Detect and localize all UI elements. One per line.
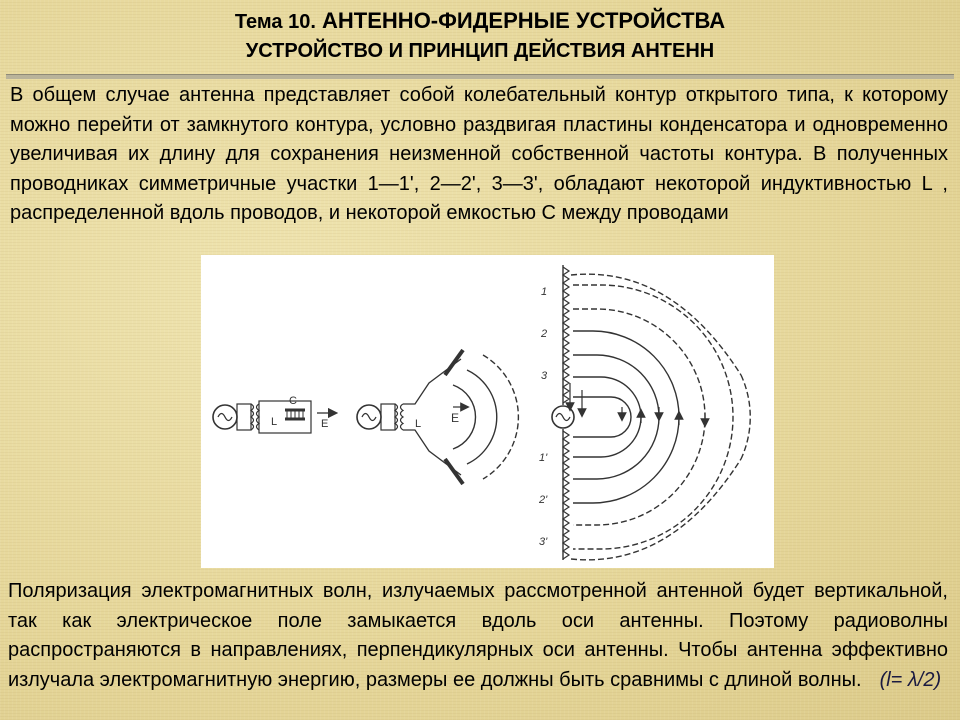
- closed-circuit: [213, 395, 333, 433]
- upper-coil-icon: [563, 267, 569, 403]
- label-n1: 1: [541, 286, 548, 298]
- label-C: C: [289, 395, 297, 407]
- wavelength-formula: (l= λ/2): [879, 668, 942, 691]
- label-E2: E: [451, 411, 460, 425]
- slide-header: [0, 0, 960, 74]
- antenna-diagram: [201, 255, 774, 568]
- antenna-diagram-svg: [201, 255, 774, 568]
- title-prefix: Тема 10.: [234, 11, 316, 33]
- label-n1p: 1': [539, 452, 548, 464]
- label-E1: E: [321, 418, 329, 430]
- header-divider: [6, 74, 954, 79]
- label-n3p: 3': [539, 536, 548, 548]
- slide-subtitle: УСТРОЙСТВО И ПРИНЦИП ДЕЙСТВИЯ АНТЕНН: [245, 40, 715, 62]
- intro-paragraph: В общем случае антенна представляет собой колебательный контур открытого типа, к которому можно перейти от замкнутого контура, условно раздвигая пластины конденсатора и одновременно увеличивая их длину для сохранения неизменной собственной частоты контура. В полученных проводниках симметричные участки 1—1', 2—2', 3—3', обладают некоторой индуктивностью L , распределенной вдоль проводов, и некоторой емкостью С между проводами: [10, 84, 948, 224]
- label-L2: L: [415, 418, 422, 430]
- slide-title: [0, 8, 960, 34]
- label-n2p: 2': [539, 494, 548, 506]
- polarization-text: Поляризация электромагнитных волн, излучаемых рассмотренной антенной будет вертикальной, так как электрическое поле замыкается вдоль оси антенны. Поэтому радиоволны распространяются в направлениях, перпендикулярных оси антенны. Чтобы антенна эффективно излучала электромагнитную энергию, размеры ее должны быть сравнимы с длиной волны.: [8, 580, 948, 691]
- lower-coil-icon: [563, 431, 569, 559]
- field-lines: [571, 274, 750, 560]
- opening-circuit: [357, 350, 518, 484]
- title-main: АНТЕННО-ФИДЕРНЫЕ УСТРОЙСТВА: [322, 8, 726, 33]
- label-n2: 2: [541, 328, 548, 340]
- label-L1: L: [271, 416, 278, 428]
- label-n3: 3: [541, 370, 548, 382]
- polarization-paragraph: [8, 577, 948, 695]
- open-antenna: [538, 265, 750, 560]
